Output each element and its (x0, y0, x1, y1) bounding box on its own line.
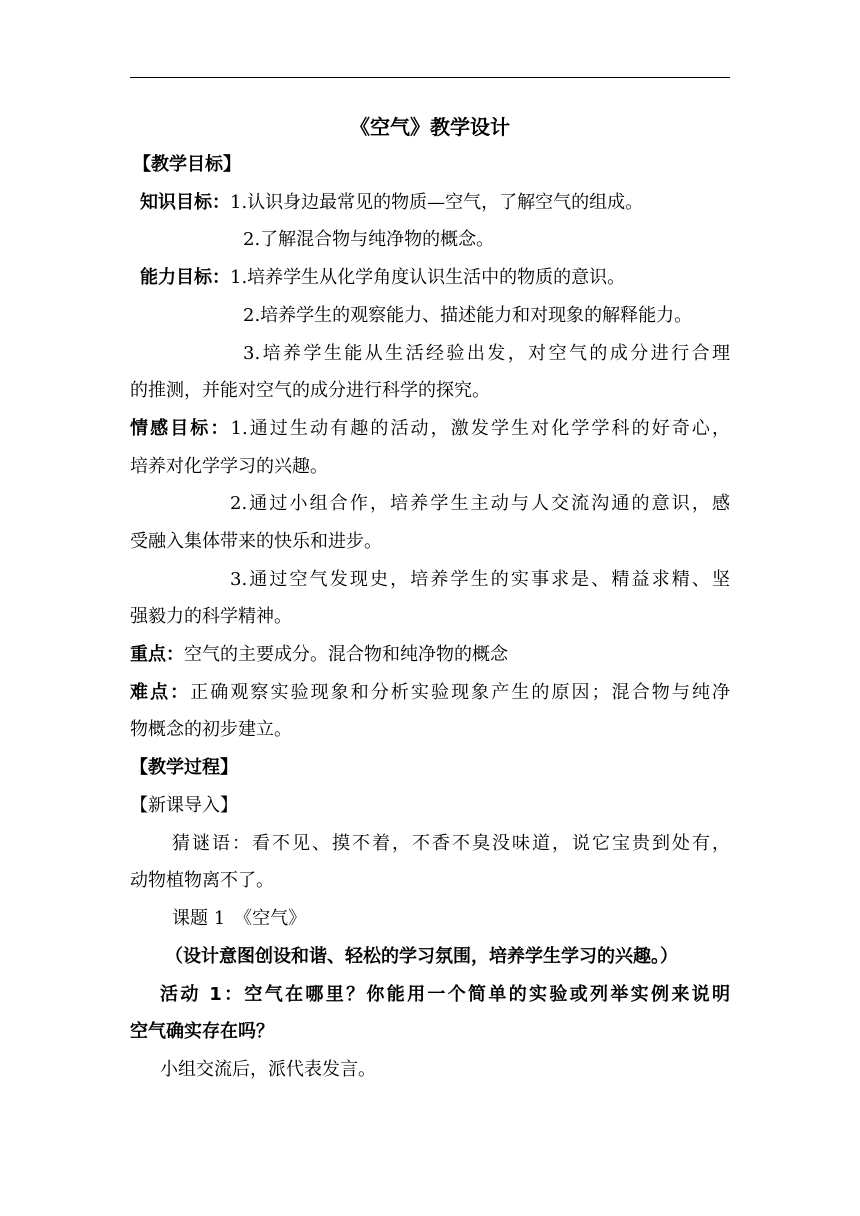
ability-goal-3-line-1: 3.培养学生能从生活经验出发，对空气的成分进行合理 (243, 343, 730, 364)
knowledge-goal-label: 知识目标： (140, 192, 230, 213)
ability-goal-3-line-2: 的推测，并能对空气的成分进行科学的探究。 (130, 380, 490, 401)
document-title: 《空气》教学设计 (350, 115, 510, 139)
header-rule (130, 77, 730, 78)
activity-1-line-2: 空气确实存在吗？ (130, 1021, 274, 1042)
section-heading-goals: 【教学目标】 (133, 154, 241, 175)
section-heading-intro: 【新课导入】 (130, 795, 238, 816)
design-intent: （设计意图创设和谐、轻松的学习氛围，培养学生学习的兴趣。） (165, 946, 678, 967)
emotion-goal-2-line-2: 受融入集体带来的快乐和进步。 (130, 531, 382, 552)
knowledge-goal-1 (140, 191, 740, 215)
emotion-goal-text-1: 1.通过生动有趣的活动，激发学生对化学学科的好奇心， (230, 418, 730, 439)
ability-goal-text-1: 1.培养学生从化学角度认识生活中的物质的意识。 (230, 267, 626, 288)
emotion-goal-3-line-2: 强毅力的科学精神。 (130, 606, 292, 627)
ability-goal-label: 能力目标： (140, 267, 230, 288)
key-point-text: 空气的主要成分。混合物和纯净物的概念 (184, 644, 508, 665)
difficulty-text-1: 正确观察实验现象和分析实验现象产生的原因；混合物与纯净 (190, 682, 730, 703)
knowledge-goal-text-1: 1.认识身边最常见的物质—空气，了解空气的组成。 (230, 192, 644, 213)
key-point (130, 643, 730, 667)
lesson-title: 课题 1 《空气》 (172, 908, 307, 929)
riddle-line-2: 动物植物离不了。 (130, 870, 274, 891)
difficulty-label: 难点： (130, 682, 191, 703)
emotion-goal-2-line-1: 2.通过小组合作，培养学生主动与人交流沟通的意识，感 (230, 493, 730, 514)
activity-1-line-1: 活动 1：空气在哪里？你能用一个简单的实验或列举实例来说明 (160, 984, 730, 1005)
key-point-label: 重点： (130, 644, 184, 665)
emotion-goal-3-line-1: 3.通过空气发现史，培养学生的实事求是、精益求精、坚 (230, 569, 730, 590)
difficulty-line-2: 物概念的初步建立。 (130, 719, 292, 740)
emotion-goal-1-line-2: 培养对化学学习的兴趣。 (130, 456, 328, 477)
knowledge-goal-2: 2.了解混合物与纯净物的概念。 (243, 229, 495, 250)
group-discussion: 小组交流后，派代表发言。 (160, 1059, 376, 1080)
emotion-goal-label: 情感目标： (130, 418, 231, 439)
ability-goal-2: 2.培养学生的观察能力、描述能力和对现象的解释能力。 (243, 305, 693, 326)
ability-goal-1 (140, 266, 740, 290)
section-heading-process: 【教学过程】 (130, 757, 238, 778)
emotion-goal-1-line-1 (130, 417, 730, 441)
riddle-line-1: 猜谜语：看不见、摸不着，不香不臭没味道，说它宝贵到处有， (172, 833, 730, 854)
difficulty-line-1 (130, 681, 730, 705)
